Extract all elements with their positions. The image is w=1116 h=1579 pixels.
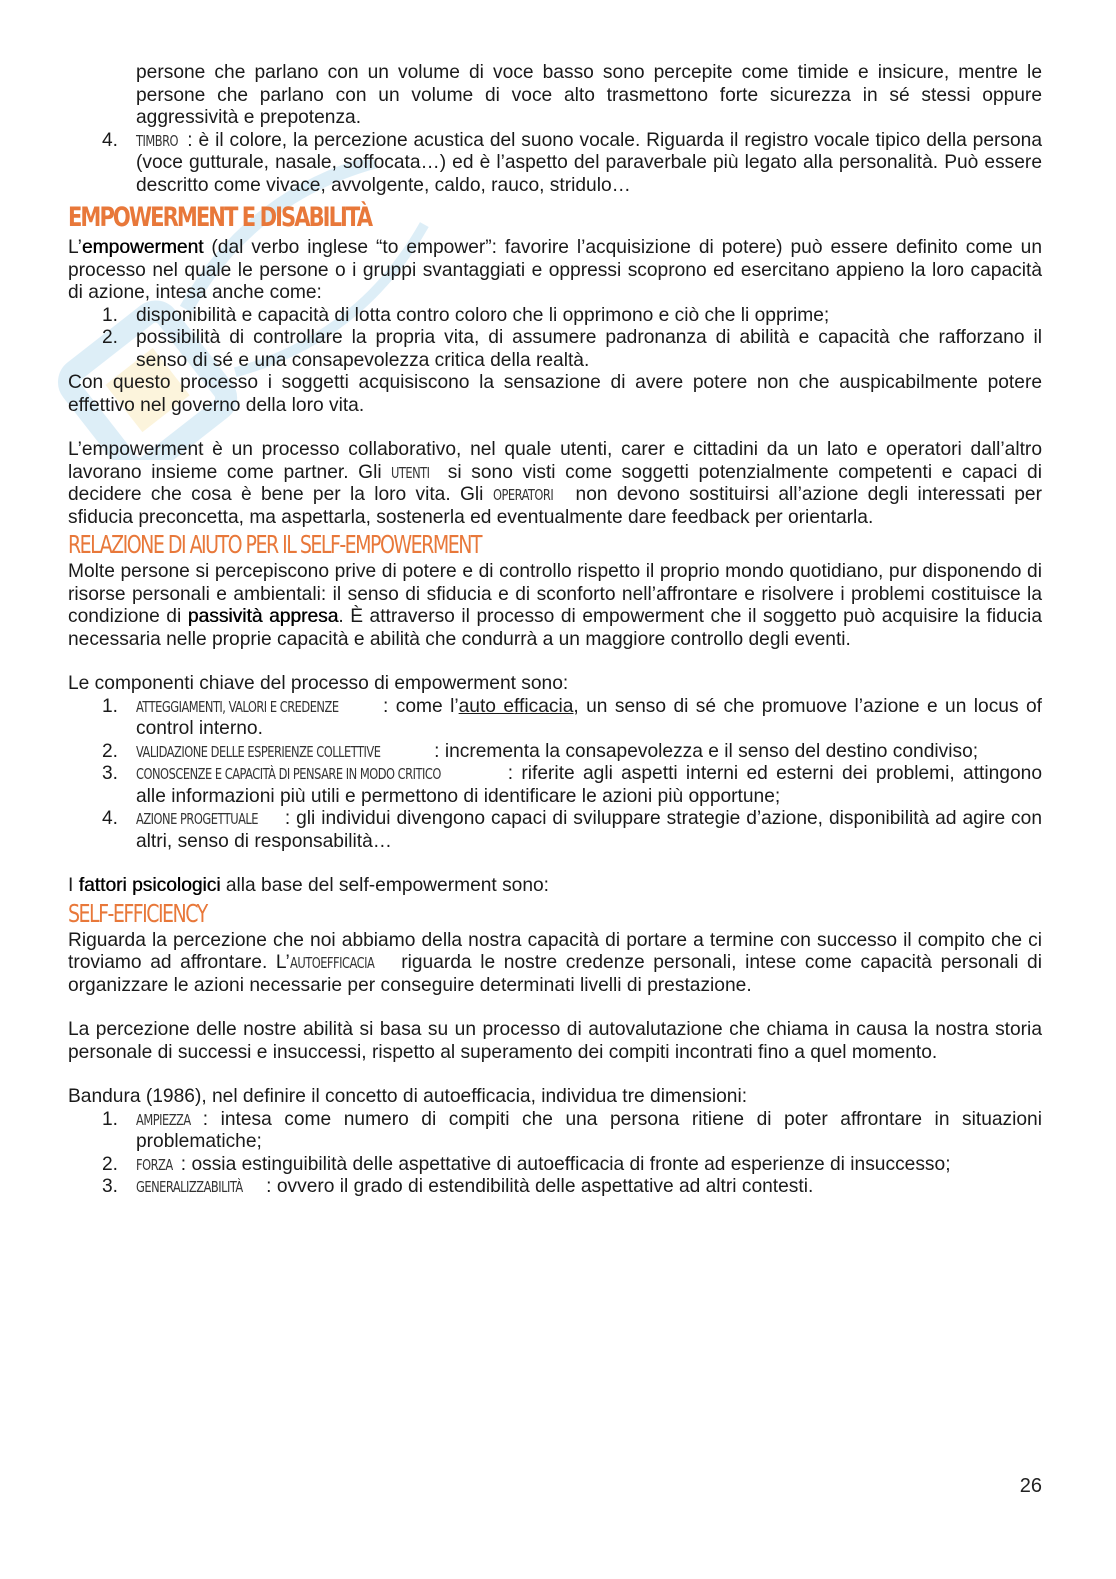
heading-empowerment: EMPOWERMENT E DISABILITÀ bbox=[68, 202, 372, 233]
keyword: fattori psicologici bbox=[78, 875, 221, 896]
list-number: 4. bbox=[102, 129, 119, 151]
list-item: 2. FORZA : ossia estinguibilità delle aspettative di autoefficacia di fronte ad esperienze di insuccesso; bbox=[102, 1153, 951, 1175]
term-label: TIMBRO bbox=[136, 131, 179, 150]
list-item: 4. AZIONE PROGETTUALE : gli individui divengono capaci di sviluppare strategie d’azione, disponibilità ad agire con altri, senso di responsabilità… bbox=[102, 808, 1042, 852]
relazione-paragraph: Molte persone si percepiscono prive di potere e di controllo rispetto il proprio mondo quotidiano, pur disponendo di risorse personali e ambientali: il senso di sfiducia e di sconforto nell’affrontare e risolvere i problemi costituisce la condizione di passività appresa. È attraverso il processo di empowerment che il soggetto può acquisire la fiducia necessaria nelle proprie capacità e abilità che condurrà a un maggiore controllo degli eventi. bbox=[68, 561, 1042, 650]
page-number: 26 bbox=[1019, 1475, 1042, 1497]
term-label: OPERATORI bbox=[492, 486, 554, 504]
fattori-paragraph: I fattori psicologici alla base del self-empowerment sono: bbox=[68, 875, 550, 896]
list-text: : è il colore, la percezione acustica del suono vocale. Riguarda il registro vocale tipico della persona (voce gutturale, nasale, soffocata…) ed è l’aspetto del paraverbale più legato alla personalità. Può essere descritto come vivace, avvolgente, caldo, rauco, stridulo… bbox=[136, 129, 1042, 196]
percezione-paragraph: La percezione delle nostre abilità si basa su un processo di autovalutazione che chiama in causa la nostra storia personale di successi e insuccessi, rispetto al superamento dei compiti incontrati fino a quel momento. bbox=[68, 1019, 1042, 1063]
list-item: 1. ATTEGGIAMENTI, VALORI E CREDENZE : come l’auto efficacia, un senso di sé che promuove l’azione e un locus of control interno. bbox=[102, 695, 1042, 739]
list-item bbox=[68, 130, 1042, 198]
keyword: empowerment bbox=[81, 237, 204, 258]
empowerment-list bbox=[68, 305, 1042, 373]
list-item: 3. CONOSCENZE E CAPACITÀ DI PENSARE IN MODO CRITICO : riferite agli aspetti interni ed esterni dei problemi, attingono alle informazioni più utili e permettono di identificare le azioni più opportune; bbox=[102, 763, 1042, 807]
dimensioni-list bbox=[68, 1109, 1042, 1199]
componenti-intro: Le componenti chiave del processo di empowerment sono: bbox=[68, 673, 569, 694]
list-item: 2. possibilità di controllare la propria vita, di assumere padronanza di abilità e capacità che rafforzano il senso di sé e una consapevolezza critica della realtà. bbox=[102, 327, 1042, 371]
term-label: UTENTI bbox=[391, 463, 430, 482]
keyword: passività appresa bbox=[187, 606, 339, 627]
empowerment-definition: L’empowerment (dal verbo inglese “to empower”: favorire l’acquisizione di potere) può essere definito come un processo nel quale le persone o i gruppi svantaggiati e oppressi scoprono ed esercitano appieno la loro capacità di azione, intesa anche come: bbox=[68, 237, 1042, 303]
bandura-paragraph: Bandura (1986), nel definire il concetto di autoefficacia, individua tre dimensioni: bbox=[68, 1086, 748, 1107]
intro-paragraph: persone che parlano con un volume di voce basso sono percepite come timide e insicure, mentre le persone che parlano con un volume di voce alto trasmettono forte sicurezza in sé stessi oppure aggressività e prepotenza. bbox=[136, 62, 1042, 128]
componenti-list bbox=[68, 696, 1042, 854]
list-item: 2. VALIDAZIONE DELLE ESPERIENZE COLLETTIVE : incrementa la consapevolezza e il senso del destino condiviso; bbox=[102, 740, 979, 762]
collaborative-paragraph: L’empowerment è un processo collaborativo, nel quale utenti, carer e cittadini da un lato e operatori dall’altro lavorano insieme come partner. Gli UTENTI si sono visti come soggetti potenzialmente competenti e capaci di decidere che cosa è bene per la loro vita. Gli OPERATORI non devono sostituirsi all’azione degli interessati per sfiducia preconcetta, ma aspettarla, sostenerla ed eventualmente dare feedback per orientarla. bbox=[68, 439, 1042, 528]
empowerment-after: Con questo processo i soggetti acquisiscono la sensazione di avere potere non che auspicabilmente potere effettivo nel governo della loro vita. bbox=[68, 372, 1042, 416]
timbro-list bbox=[68, 130, 1042, 198]
heading-relazione: RELAZIONE DI AIUTO PER IL SELF-EMPOWERMENT bbox=[68, 530, 481, 559]
heading-self-efficiency: SELF-EFFICIENCY bbox=[68, 898, 207, 928]
list-item: 1. AMPIEZZA : intesa come numero di compiti che una persona ritiene di poter affrontare in situazioni problematiche; bbox=[102, 1108, 1042, 1152]
term-label: AUTOEFFICACIA bbox=[289, 954, 375, 972]
page-content bbox=[68, 62, 1042, 1199]
self-efficiency-paragraph: Riguarda la percezione che noi abbiamo della nostra capacità di portare a termine con successo il compito che ci troviamo ad affrontare. L’AUTOEFFICACIA riguarda le nostre credenze personali, intese come capacità personali di organizzare le azioni necessarie per conseguire determinati livelli di prestazione. bbox=[68, 929, 1042, 996]
list-item: 3. GENERALIZZABILITÀ : ovvero il grado di estendibilità delle aspettative ad altri contesti. bbox=[102, 1176, 814, 1197]
list-item: 1. disponibilità e capacità di lotta contro coloro che li opprimono e ciò che li opprime; bbox=[102, 304, 830, 326]
